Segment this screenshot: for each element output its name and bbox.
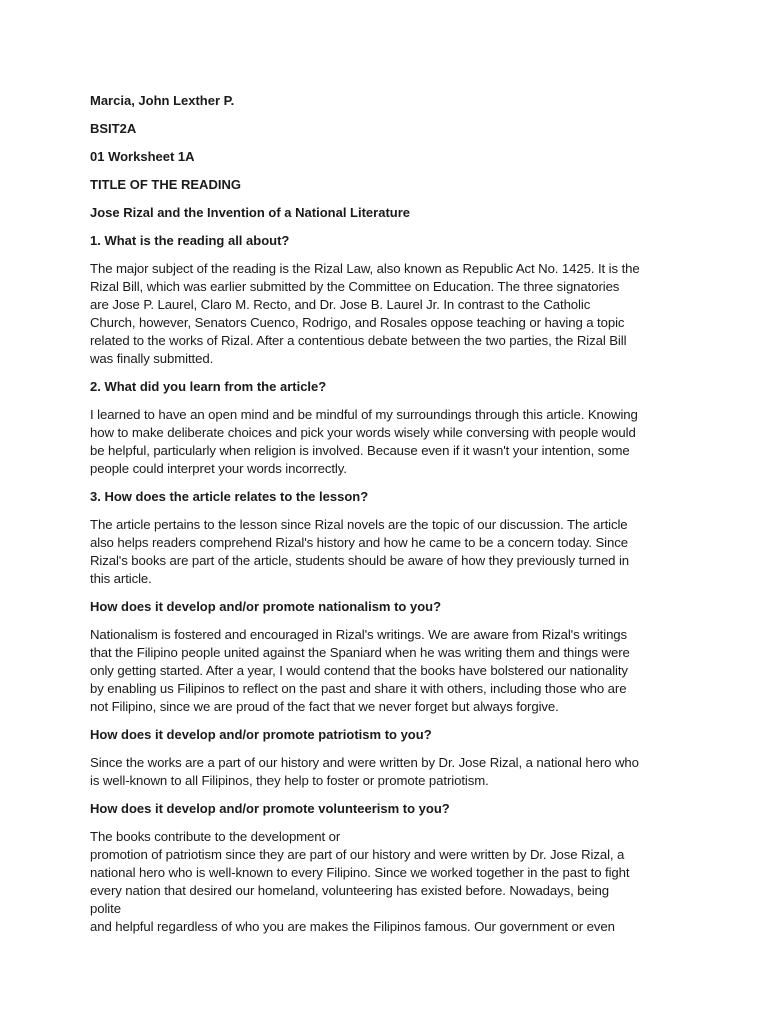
answer-line: polite	[90, 901, 121, 916]
answer-line: how to make deliberate choices and pick your words wisely while conversing with people would	[90, 425, 636, 440]
answer-line: I learned to have an open mind and be mindful of my surroundings through this article. Knowing	[90, 407, 638, 422]
student-name: Marcia, John Lexther P.	[90, 93, 235, 108]
answer-paragraph	[90, 828, 690, 936]
question-heading: How does it develop and/or promote nationalism to you?	[90, 599, 442, 614]
answer-line: and helpful regardless of who you are makes the Filipinos famous. Our government or even	[90, 919, 615, 934]
answer-line: Rizal's books are part of the article, students should be aware of how they previously turned in	[90, 553, 630, 568]
question-heading: How does it develop and/or promote patriotism to you?	[90, 727, 432, 742]
answer-paragraph	[90, 626, 690, 716]
title-label: TITLE OF THE READING	[90, 177, 241, 192]
question-heading: 1. What is the reading all about?	[90, 233, 290, 248]
answer-line: The article pertains to the lesson since Rizal novels are the topic of our discussion. The article	[90, 517, 628, 532]
answer-line: national hero who is well-known to every Filipino. Since we worked together in the past to fight	[90, 865, 630, 880]
answer-line: every nation that desired our homeland, volunteering has existed before. Nowadays, being	[90, 883, 610, 898]
answer-line: was finally submitted.	[90, 351, 214, 366]
answer-line: Church, however, Senators Cuenco, Rodrigo, and Rosales oppose teaching or having a topic	[90, 315, 625, 330]
answer-line: Since the works are a part of our history and were written by Dr. Jose Rizal, a national hero who	[90, 755, 639, 770]
answer-line: Nationalism is fostered and encouraged in Rizal's writings. We are aware from Rizal's writings	[90, 627, 628, 642]
answer-paragraph	[90, 754, 690, 790]
answer-line: Rizal Bill, which was earlier submitted by the Committee on Education. The three signatories	[90, 279, 620, 294]
answer-line: The books contribute to the development or	[90, 829, 341, 844]
answer-line: people could interpret your words incorrectly.	[90, 461, 347, 476]
answer-line: that the Filipino people united against the Spaniard when he was writing them and things were	[90, 645, 630, 660]
document-page	[90, 92, 690, 946]
answer-paragraph	[90, 406, 690, 478]
answer-line: related to the works of Rizal. After a contentious debate between the two parties, the Rizal Bill	[90, 333, 627, 348]
answer-line: by enabling us Filipinos to reflect on the past and share it with others, including those who are	[90, 681, 627, 696]
answer-line: promotion of patriotism since they are part of our history and were written by Dr. Jose Rizal, a	[90, 847, 625, 862]
answer-line: be helpful, particularly when religion is involved. Because even if it wasn't your intention, some	[90, 443, 630, 458]
answer-line: also helps readers comprehend Rizal's history and how he came to be a concern today. Since	[90, 535, 628, 550]
question-heading: 2. What did you learn from the article?	[90, 379, 327, 394]
worksheet-label: 01 Worksheet 1A	[90, 149, 195, 164]
answer-paragraph	[90, 516, 690, 588]
section-code: BSIT2A	[90, 121, 137, 136]
answer-line: only getting started. After a year, I would contend that the books have bolstered our nationality	[90, 663, 628, 678]
answer-paragraph	[90, 260, 690, 368]
answer-line: The major subject of the reading is the Rizal Law, also known as Republic Act No. 1425. It is the	[90, 261, 640, 276]
answer-line: not Filipino, since we are proud of the fact that we never forget but always forgive.	[90, 699, 559, 714]
answer-line: are Jose P. Laurel, Claro M. Recto, and Dr. Jose B. Laurel Jr. In contrast to the Catholic	[90, 297, 591, 312]
question-heading: 3. How does the article relates to the lesson?	[90, 489, 369, 504]
question-heading: How does it develop and/or promote volunteerism to you?	[90, 801, 450, 816]
answer-line: this article.	[90, 571, 152, 586]
answer-line: is well-known to all Filipinos, they help to foster or promote patriotism.	[90, 773, 489, 788]
reading-title: Jose Rizal and the Invention of a National Literature	[90, 205, 410, 220]
questions-list	[90, 232, 690, 936]
